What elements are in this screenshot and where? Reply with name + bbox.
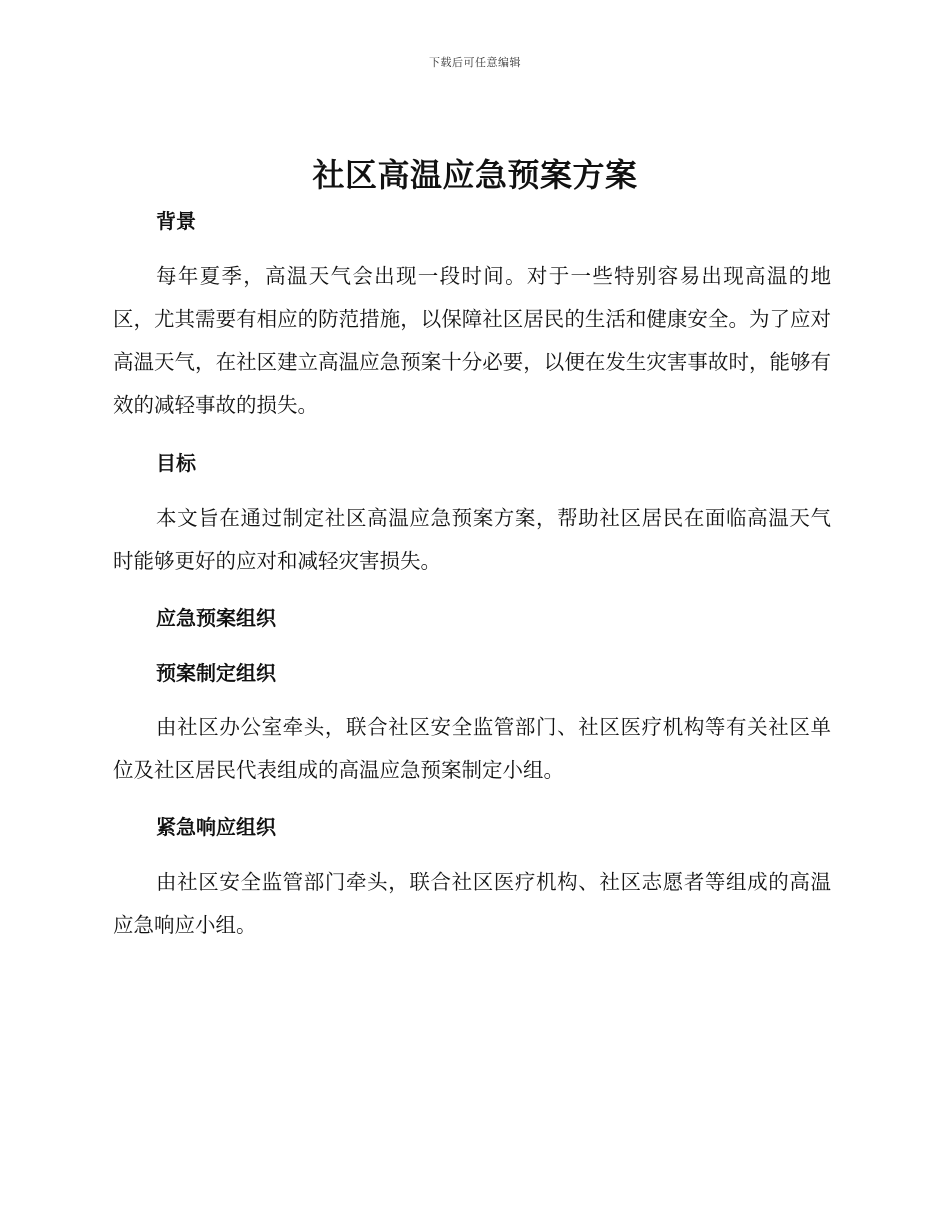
document-body [113,200,831,947]
section-heading-emergency-organization: 应急预案组织 [156,606,276,630]
section-heading-emergency-response-organization: 紧急响应组织 [156,815,276,839]
section-paragraph-plan-making-organization: 由社区办公室牵头，联合社区安全监管部门、社区医疗机构等有关社区单位及社区居民代表组成的高温应急预案制定小组。 [113,715,831,782]
section-heading-background: 背景 [156,209,196,233]
section-heading-goal: 目标 [156,451,196,475]
section-paragraph-emergency-response-organization: 由社区安全监管部门牵头，联合社区医疗机构、社区志愿者等组成的高温应急响应小组。 [113,870,831,937]
section-heading-plan-making-organization: 预案制定组织 [156,661,276,685]
document-title: 社区高温应急预案方案 [312,156,638,194]
section-paragraph-background: 每年夏季，高温天气会出现一段时间。对于一些特别容易出现高温的地区，尤其需要有相应的防范措施，以保障社区居民的生活和健康安全。为了应对高温天气，在社区建立高温应急预案十分必要，以便在发生灾害事故时，能够有效的减轻事故的损失。 [113,264,831,417]
page-header-note: 下载后可任意编辑 [429,56,521,69]
section-paragraph-goal: 本文旨在通过制定社区高温应急预案方案，帮助社区居民在面临高温天气时能够更好的应对和减轻灾害损失。 [113,506,831,573]
